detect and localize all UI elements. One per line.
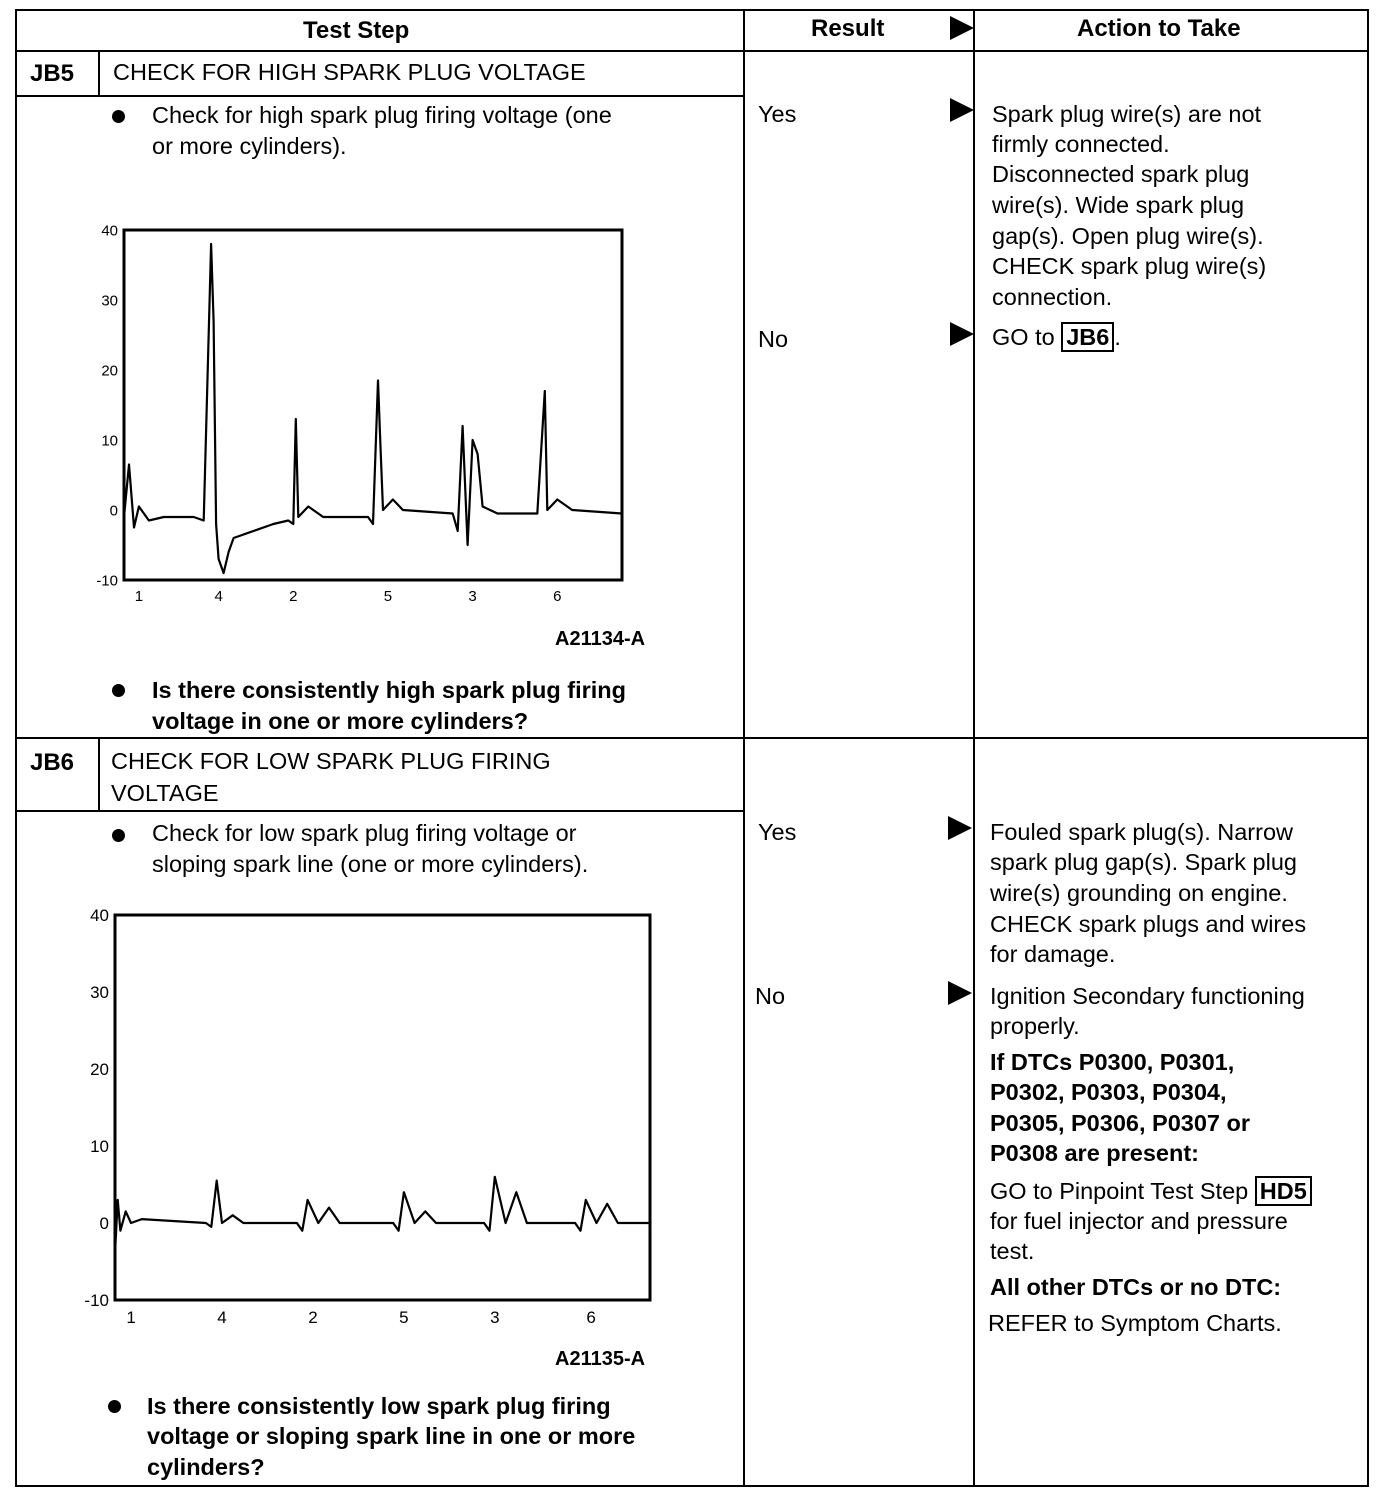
bullet-icon xyxy=(112,684,125,697)
table-border-bottom xyxy=(15,1485,1369,1487)
x-tick-label: 2 xyxy=(308,1308,318,1327)
y-tick-label: 30 xyxy=(101,292,118,310)
y-tick-label: -10 xyxy=(84,1290,109,1310)
arrow-icon xyxy=(950,98,974,122)
jb5-yes-action-7: connection. xyxy=(992,284,1113,310)
jb6-dtc-condition-2: P0302, P0303, P0304, xyxy=(990,1079,1227,1105)
y-tick-label: 20 xyxy=(101,362,118,380)
jb6-question-line1: Is there consistently low spark plug firing xyxy=(147,1393,611,1419)
y-tick-label: 10 xyxy=(101,432,118,450)
bullet-icon xyxy=(112,829,125,842)
chart-frame xyxy=(115,915,650,1300)
arrow-icon xyxy=(948,816,972,840)
arrow-icon xyxy=(948,981,972,1005)
jb5-result-yes: Yes xyxy=(758,101,797,127)
jb6-dtc-condition-1: If DTCs P0300, P0301, xyxy=(990,1049,1235,1075)
table-border-left xyxy=(15,9,17,1487)
jb5-instruction-line2: or more cylinders). xyxy=(152,133,347,159)
jb6-title-underline xyxy=(15,810,743,812)
bullet-icon xyxy=(112,110,125,123)
hd5-reference-link[interactable]: HD5 xyxy=(1255,1176,1312,1206)
jb6-no-action-2: properly. xyxy=(990,1013,1080,1039)
x-tick-label: 6 xyxy=(553,588,562,605)
x-tick-label: 6 xyxy=(586,1308,596,1327)
col-divider-2 xyxy=(973,9,975,1487)
jb5-result-no: No xyxy=(758,326,789,352)
jb6-yes-action-3: wire(s) grounding on engine. xyxy=(990,880,1288,906)
x-tick-label: 2 xyxy=(289,588,298,605)
chart-frame xyxy=(124,230,622,580)
jb5-yes-action-1: Spark plug wire(s) are not xyxy=(992,101,1262,127)
table-border-right xyxy=(1367,9,1369,1487)
x-tick-label: 3 xyxy=(490,1308,500,1327)
jb5-instruction-line1: Check for high spark plug firing voltage (one xyxy=(152,102,612,128)
row-divider xyxy=(15,737,1369,739)
header-arrow-icon xyxy=(950,16,974,40)
jb6-waveform-chart xyxy=(60,900,670,1330)
x-tick-label: 4 xyxy=(217,1308,227,1327)
jb5-yes-action-4: wire(s). Wide spark plug xyxy=(992,192,1245,218)
jb6-id-divider xyxy=(98,739,100,810)
jb5-yes-action-6: CHECK spark plug wire(s) xyxy=(992,253,1267,279)
y-tick-label: -10 xyxy=(96,572,118,590)
jb6-goto-rest-2: test. xyxy=(990,1238,1035,1264)
arrow-icon xyxy=(950,322,974,346)
jb5-yes-action-2: firmly connected. xyxy=(992,131,1170,157)
jb5-no-action xyxy=(992,322,1121,353)
x-tick-label: 4 xyxy=(214,588,223,605)
jb5-title-underline xyxy=(15,95,743,97)
jb6-yes-action-4: CHECK spark plugs and wires xyxy=(990,911,1307,937)
jb5-title: CHECK FOR HIGH SPARK PLUG VOLTAGE xyxy=(113,59,586,85)
table-border-top xyxy=(15,9,1369,11)
header-result: Result xyxy=(811,15,885,42)
waveform-series-line xyxy=(124,244,622,573)
x-tick-label: 1 xyxy=(134,588,144,605)
x-tick-label: 3 xyxy=(468,588,477,605)
jb5-id-divider xyxy=(98,52,100,95)
y-tick-label: 40 xyxy=(101,222,118,240)
jb6-title-line2: VOLTAGE xyxy=(111,780,219,806)
jb5-no-action-prefix: GO to xyxy=(992,324,1062,350)
jb6-yes-action-1: Fouled spark plug(s). Narrow xyxy=(990,819,1293,845)
jb5-question-line1: Is there consistently high spark plug firing xyxy=(152,677,626,703)
jb6-title-line1: CHECK FOR LOW SPARK PLUG FIRING xyxy=(111,748,551,774)
x-tick-label: 5 xyxy=(399,1308,409,1327)
jb6-dtc-condition-4: P0308 are present: xyxy=(990,1140,1200,1166)
jb6-no-action-1: Ignition Secondary functioning xyxy=(990,983,1305,1009)
jb6-result-yes: Yes xyxy=(758,819,797,845)
jb6-yes-action-5: for damage. xyxy=(990,941,1116,967)
y-tick-label: 0 xyxy=(109,502,118,520)
header-test-step: Test Step xyxy=(303,17,410,44)
jb5-figure-id: A21134-A xyxy=(555,628,646,650)
jb6-goto-rest-1: for fuel injector and pressure xyxy=(990,1208,1288,1234)
col-divider-1 xyxy=(743,9,745,1487)
jb6-goto-prefix: GO to Pinpoint Test Step xyxy=(990,1178,1255,1204)
jb6-question-line2: voltage or sloping spark line in one or more xyxy=(147,1423,636,1449)
waveform-series-line xyxy=(115,1177,650,1254)
x-tick-label: 1 xyxy=(126,1308,136,1327)
jb6-id: JB6 xyxy=(30,749,75,776)
header-divider xyxy=(15,50,1369,52)
jb6-instruction-line2: sloping spark line (one or more cylinders). xyxy=(152,851,589,877)
jb6-figure-id: A21135-A xyxy=(555,1348,646,1370)
y-tick-label: 40 xyxy=(90,905,109,925)
jb5-yes-action-3: Disconnected spark plug xyxy=(992,161,1250,187)
jb5-no-action-suffix: . xyxy=(1114,324,1121,350)
jb6-instruction-line1: Check for low spark plug firing voltage or xyxy=(152,820,577,846)
jb6-other-action: REFER to Symptom Charts. xyxy=(988,1310,1282,1336)
jb6-question-line3: cylinders? xyxy=(147,1454,265,1480)
jb5-question-line2: voltage in one or more cylinders? xyxy=(152,708,529,734)
y-tick-label: 20 xyxy=(90,1059,109,1079)
jb6-result-no: No xyxy=(755,983,786,1009)
y-tick-label: 10 xyxy=(90,1136,109,1156)
x-tick-label: 5 xyxy=(383,588,393,605)
jb5-yes-action-5: gap(s). Open plug wire(s). xyxy=(992,223,1264,249)
y-tick-label: 30 xyxy=(90,982,109,1002)
jb5-id: JB5 xyxy=(30,60,75,87)
y-tick-label: 0 xyxy=(99,1213,109,1233)
jb6-reference-link[interactable]: JB6 xyxy=(1061,322,1114,352)
jb5-waveform-chart xyxy=(90,220,650,610)
header-action: Action to Take xyxy=(1077,15,1241,42)
bullet-icon xyxy=(108,1400,121,1413)
jb6-dtc-condition-3: P0305, P0306, P0307 or xyxy=(990,1110,1251,1136)
jb6-other-condition: All other DTCs or no DTC: xyxy=(990,1274,1282,1300)
jb6-yes-action-2: spark plug gap(s). Spark plug xyxy=(990,849,1297,875)
jb6-goto-line xyxy=(990,1176,1312,1207)
